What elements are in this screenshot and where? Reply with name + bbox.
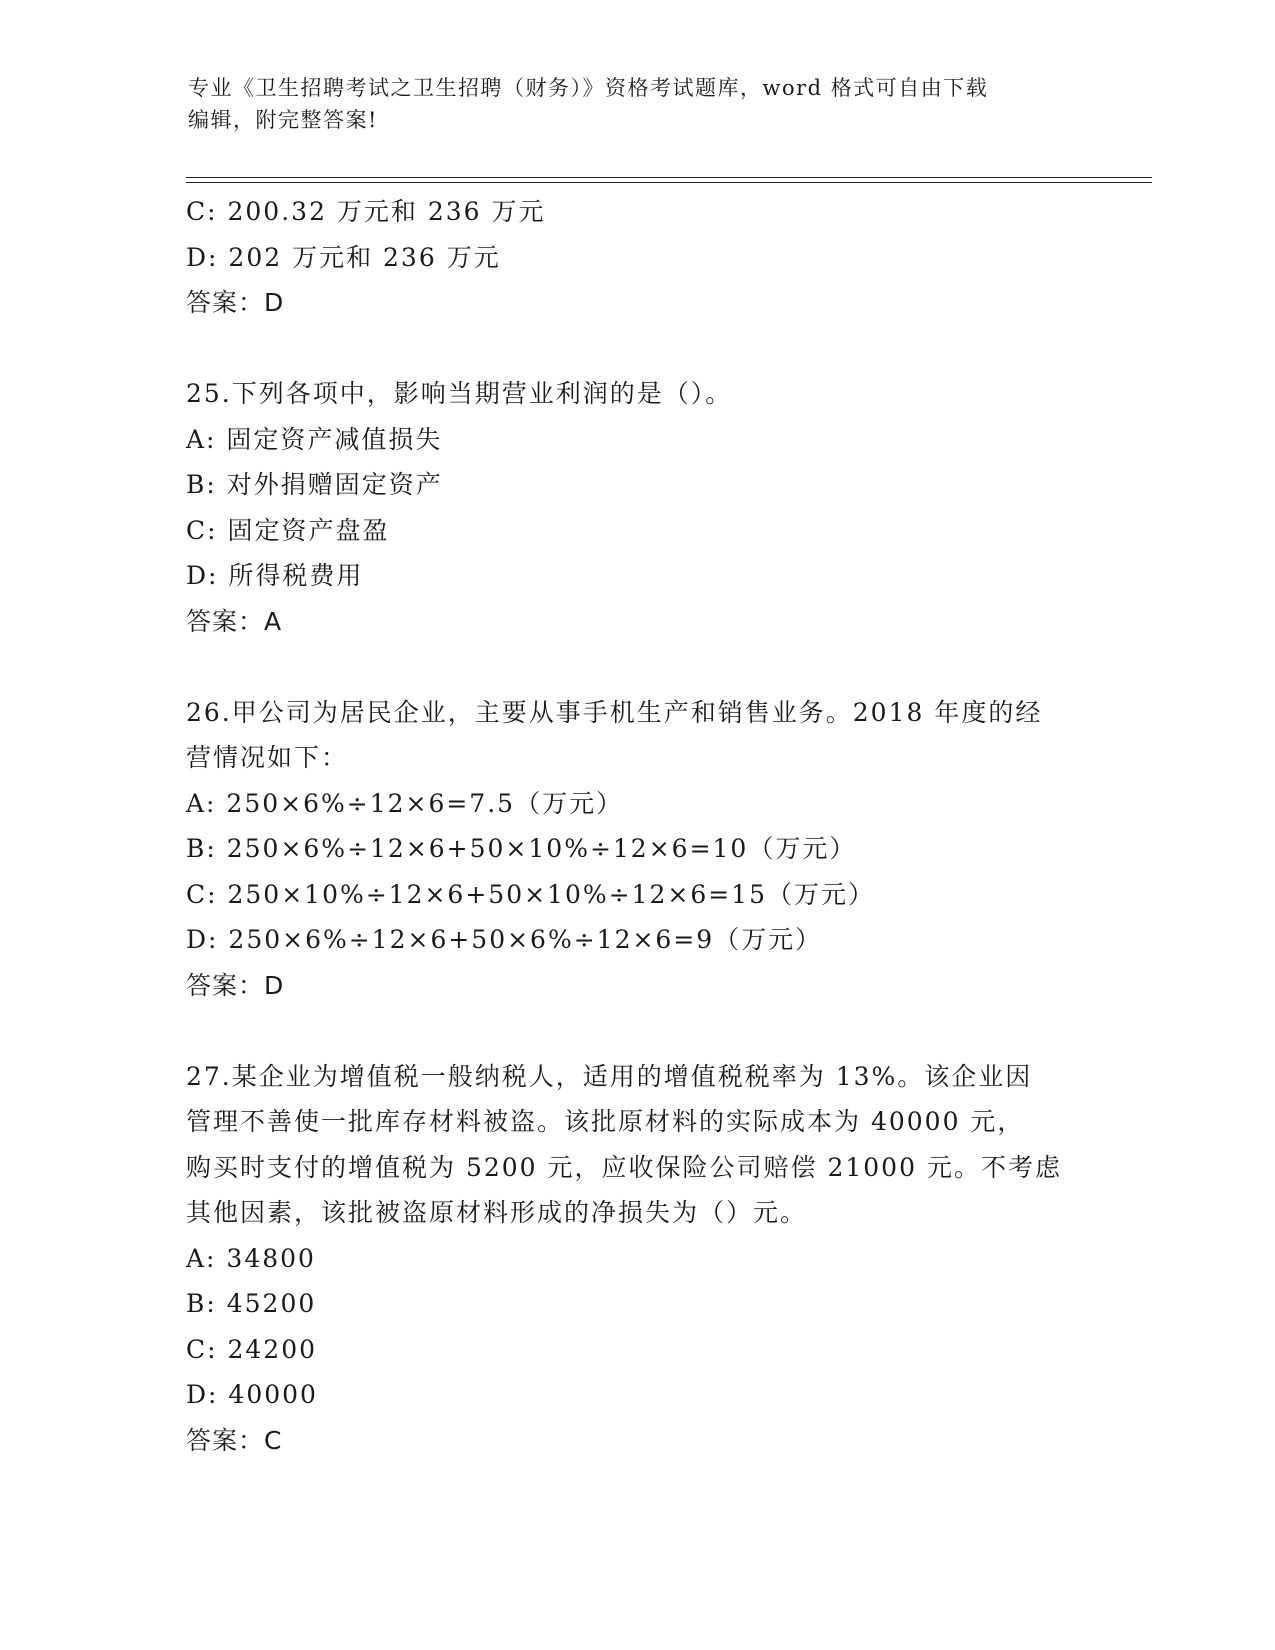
question-list: [186, 189, 1086, 1463]
option-d: D: 202 万元和 236 万元: [186, 242, 501, 272]
spacer: [186, 1008, 1086, 1054]
answer: 答案：D: [186, 970, 285, 1000]
header-rule-top: [186, 177, 1152, 178]
option-c: C: 200.32 万元和 236 万元: [186, 197, 546, 226]
option-a: A: 250×6%÷12×6=7.5（万元）: [186, 788, 624, 818]
option-b: B: 对外捐赠固定资产: [186, 470, 443, 499]
option-c: C: 24200: [186, 1334, 318, 1364]
question-stem-line-3: 购买时支付的增值税为 5200 元，应收保险公司赔偿 21000 元。不考虑: [186, 1152, 1062, 1182]
question-27: [186, 1054, 1086, 1464]
option-a: A: 34800: [186, 1243, 316, 1273]
option-b: B: 45200: [186, 1289, 317, 1318]
answer: 答案：D: [186, 288, 285, 317]
option-b: B: 250×6%÷12×6+50×10%÷12×6=10（万元）: [186, 834, 857, 863]
spacer: [186, 326, 1086, 372]
option-c: C: 固定资产盘盈: [186, 515, 390, 545]
answer: 答案：C: [186, 1425, 283, 1455]
question-24: [186, 189, 1086, 326]
question-26: [186, 690, 1086, 1009]
option-c: C: 250×10%÷12×6+50×10%÷12×6=15（万元）: [186, 879, 875, 909]
page-header: [188, 72, 1068, 136]
question-stem-line-1: 26.甲公司为居民企业，主要从事手机生产和销售业务。2018 年度的经: [186, 697, 1043, 727]
question-stem-line-2: 营情况如下：: [186, 743, 349, 772]
option-a: A: 固定资产减值损失: [186, 424, 443, 454]
question-stem-line-4: 其他因素，该批被盗原材料形成的净损失为（）元。: [186, 1198, 808, 1227]
option-d: D: 40000: [186, 1380, 318, 1409]
answer: 答案：A: [186, 606, 283, 636]
question-stem: 25.下列各项中，影响当期营业利润的是（）。: [186, 379, 733, 408]
question-stem-line-2: 管理不善使一批库存材料被盗。该批原材料的实际成本为 40000 元，: [186, 1107, 1025, 1136]
question-stem-line-1: 27.某企业为增值税一般纳税人，适用的增值税税率为 13%。该企业因: [186, 1061, 1033, 1091]
question-25: [186, 371, 1086, 644]
header-line-2: 编辑，附完整答案!: [188, 108, 378, 132]
header-rule-bottom: [186, 182, 1152, 183]
option-d: D: 250×6%÷12×6+50×6%÷12×6=9（万元）: [186, 925, 823, 954]
option-d: D: 所得税费用: [186, 561, 364, 590]
header-line-1: 专业《卫生招聘考试之卫生招聘（财务）》资格考试题库，word 格式可自由下载: [188, 76, 989, 100]
spacer: [186, 644, 1086, 690]
